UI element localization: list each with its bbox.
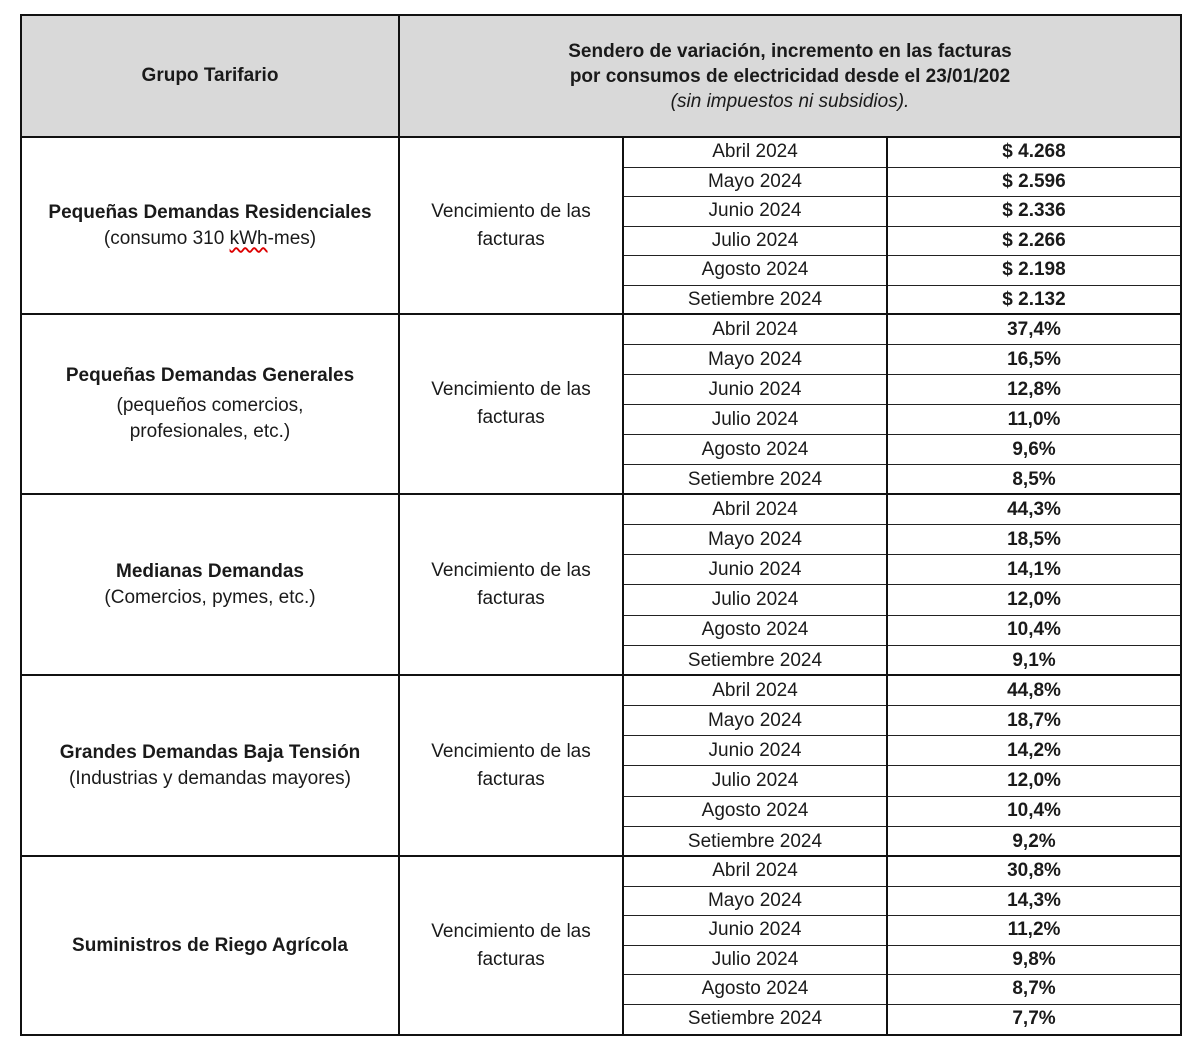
value-cell: 14,1% xyxy=(1007,558,1061,580)
group-vencimiento: Vencimiento de las facturas xyxy=(431,740,591,790)
group-title: Medianas Demandas xyxy=(116,560,304,582)
month-cell: Mayo 2024 xyxy=(707,889,802,911)
value-cell: $ 4.268 xyxy=(1002,141,1066,163)
month-cell: Julio 2024 xyxy=(711,770,799,792)
group-riego xyxy=(22,857,1180,1034)
month-cell: Setiembre 2024 xyxy=(687,649,823,671)
month-cell: Agosto 2024 xyxy=(701,438,809,460)
value-cell: 14,3% xyxy=(1007,889,1061,911)
month-cell: Junio 2024 xyxy=(708,200,802,222)
value-cell: 16,5% xyxy=(1007,348,1061,370)
group-subtitle: (pequeños comercios, xyxy=(116,395,304,416)
table-row xyxy=(624,315,1180,345)
month-cell: Setiembre 2024 xyxy=(687,289,823,311)
month-cell: Abril 2024 xyxy=(712,860,798,882)
value-cell: 12,0% xyxy=(1007,589,1061,611)
month-cell: Mayo 2024 xyxy=(707,170,802,192)
value-cell: 7,7% xyxy=(1012,1008,1056,1030)
group-vencimiento: Vencimiento de las facturas xyxy=(431,559,591,609)
subtitle-text: -mes) xyxy=(267,227,317,249)
table-row xyxy=(624,197,1180,227)
table-row xyxy=(624,586,1180,616)
value-cell: 10,4% xyxy=(1007,619,1061,641)
table-row xyxy=(624,946,1180,976)
value-cell: 10,4% xyxy=(1007,800,1061,822)
table-row xyxy=(624,375,1180,405)
group-subtitle: profesionales, etc.) xyxy=(129,421,291,442)
table-row xyxy=(624,797,1180,827)
table-row xyxy=(624,465,1180,495)
month-cell: Junio 2024 xyxy=(708,558,802,580)
month-cell: Abril 2024 xyxy=(712,318,798,340)
month-cell: Julio 2024 xyxy=(711,229,799,251)
header-line-1: Sendero de variación, incremento en las facturas xyxy=(568,40,1012,62)
group-name xyxy=(22,138,398,313)
value-cell: $ 2.132 xyxy=(1002,289,1066,311)
divider xyxy=(886,676,888,855)
table-row xyxy=(624,525,1180,555)
table-row xyxy=(624,256,1180,286)
value-cell: 9,2% xyxy=(1012,830,1056,852)
month-cell: Mayo 2024 xyxy=(707,528,802,550)
month-cell: Abril 2024 xyxy=(712,141,798,163)
value-cell: $ 2.266 xyxy=(1002,229,1066,251)
group-medianas xyxy=(22,495,1180,676)
value-cell: 18,7% xyxy=(1007,709,1061,731)
divider xyxy=(886,138,888,313)
month-cell: Setiembre 2024 xyxy=(687,1008,823,1030)
group-title: Grandes Demandas Baja Tensión xyxy=(59,741,361,763)
value-cell: 18,5% xyxy=(1007,528,1061,550)
month-cell: Junio 2024 xyxy=(708,378,802,400)
value-cell: 9,1% xyxy=(1012,649,1056,671)
group-name xyxy=(22,676,398,855)
group-grandes xyxy=(22,676,1180,857)
value-cell: $ 2.198 xyxy=(1002,259,1066,281)
group-subtitle: (Comercios, pymes, etc.) xyxy=(104,586,316,608)
value-cell: 37,4% xyxy=(1007,318,1061,340)
value-cell: 11,2% xyxy=(1007,919,1061,941)
table-row xyxy=(624,646,1180,676)
tariff-table xyxy=(20,14,1182,1036)
table-row xyxy=(624,435,1180,465)
group-name xyxy=(22,315,398,493)
value-cell: 14,2% xyxy=(1007,739,1061,761)
month-cell: Agosto 2024 xyxy=(701,978,809,1000)
month-cell: Junio 2024 xyxy=(708,919,802,941)
table-header xyxy=(22,16,1180,138)
group-name xyxy=(22,857,398,1034)
month-cell: Abril 2024 xyxy=(712,498,798,520)
table-row xyxy=(624,168,1180,198)
group-vencimiento: Vencimiento de las facturas xyxy=(431,200,591,250)
table-row xyxy=(624,555,1180,585)
table-row xyxy=(624,405,1180,435)
group-vencimiento: Vencimiento de las facturas xyxy=(431,379,591,428)
value-cell: 8,7% xyxy=(1012,978,1056,1000)
value-cell: 11,0% xyxy=(1007,408,1061,430)
table-row xyxy=(624,495,1180,525)
table-row xyxy=(624,616,1180,646)
month-cell: Setiembre 2024 xyxy=(687,469,823,490)
table-row xyxy=(624,975,1180,1005)
month-cell: Setiembre 2024 xyxy=(687,830,823,852)
month-cell: Agosto 2024 xyxy=(701,259,809,281)
value-cell: 12,8% xyxy=(1007,378,1061,400)
month-cell: Junio 2024 xyxy=(708,739,802,761)
group-residenciales xyxy=(22,138,1180,315)
header-line-2: por consumos de electricidad desde el 23/01/202 xyxy=(569,65,1011,87)
table-row xyxy=(624,138,1180,168)
month-cell: Julio 2024 xyxy=(711,589,799,611)
table-row xyxy=(624,676,1180,706)
value-cell: 44,8% xyxy=(1007,679,1061,701)
group-title: Suministros de Riego Agrícola xyxy=(72,934,348,956)
table-row xyxy=(624,345,1180,375)
month-cell: Julio 2024 xyxy=(711,948,799,970)
table-row xyxy=(624,857,1180,887)
table-row xyxy=(624,227,1180,257)
divider xyxy=(886,315,888,493)
header-sendero xyxy=(400,16,1180,136)
table-row xyxy=(624,706,1180,736)
table-row xyxy=(624,767,1180,797)
value-cell: 9,8% xyxy=(1012,948,1056,970)
group-subtitle: (Industrias y demandas mayores) xyxy=(69,767,351,789)
group-title: Pequeñas Demandas Generales xyxy=(65,365,355,386)
divider xyxy=(886,495,888,674)
group-subtitle xyxy=(104,226,316,252)
header-grupo-tarifario: Grupo Tarifario xyxy=(141,65,279,86)
value-cell: 8,5% xyxy=(1012,469,1056,490)
table-row xyxy=(624,736,1180,766)
divider xyxy=(886,857,888,1034)
value-cell: 30,8% xyxy=(1007,860,1061,882)
value-cell: $ 2.596 xyxy=(1002,170,1066,192)
value-cell: $ 2.336 xyxy=(1002,200,1066,222)
month-cell: Mayo 2024 xyxy=(707,709,802,731)
value-cell: 12,0% xyxy=(1007,770,1061,792)
group-vencimiento: Vencimiento de las facturas xyxy=(431,920,591,970)
header-line-3: (sin impuestos ni subsidios). xyxy=(670,90,910,112)
month-cell: Abril 2024 xyxy=(712,679,798,701)
subtitle-unit: kWh xyxy=(229,227,268,249)
subtitle-text: (consumo 310 xyxy=(103,227,230,249)
table-row xyxy=(624,887,1180,917)
month-cell: Julio 2024 xyxy=(711,408,799,430)
table-row xyxy=(624,916,1180,946)
group-name xyxy=(22,495,398,674)
month-cell: Agosto 2024 xyxy=(701,800,809,822)
group-title: Pequeñas Demandas Residenciales xyxy=(48,201,372,223)
value-cell: 44,3% xyxy=(1007,498,1061,520)
table-row xyxy=(624,827,1180,857)
month-cell: Mayo 2024 xyxy=(707,348,802,370)
group-generales xyxy=(22,315,1180,495)
month-cell: Agosto 2024 xyxy=(701,619,809,641)
table-row xyxy=(624,1005,1180,1035)
value-cell: 9,6% xyxy=(1012,438,1056,460)
table-row xyxy=(624,286,1180,316)
